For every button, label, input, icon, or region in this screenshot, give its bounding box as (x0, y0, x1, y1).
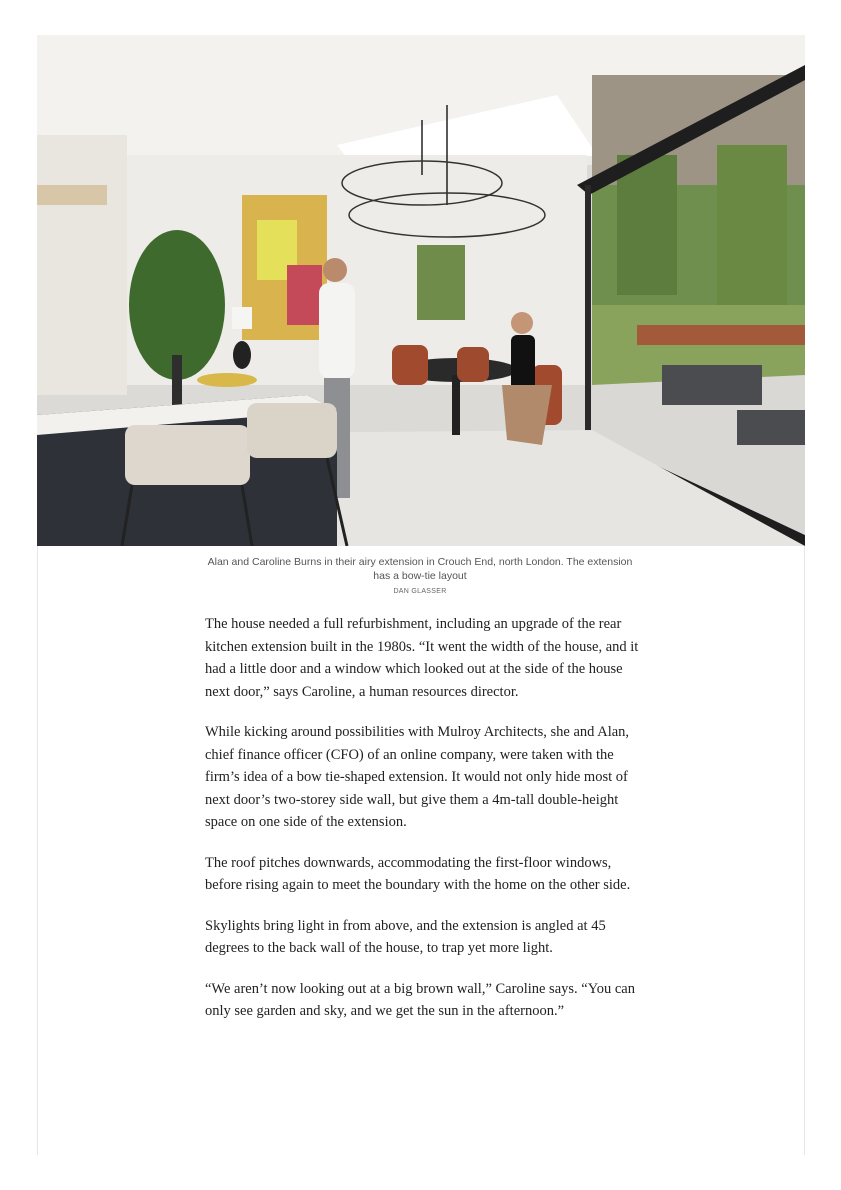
kitchen-extension-photo (37, 35, 805, 546)
article-paragraph: The roof pitches downwards, accommodating the first-floor windows, before rising again to meet the boundary with the home on the other side. (205, 854, 631, 893)
article-paragraph: While kicking around possibilities with Mulroy Architects, she and Alan, chief finance officer (CFO) of an online company, were taken with the firm’s idea of a bow tie-shaped extension. It would not only hide most of next door’s two-storey side wall, but give them a 4m-tall double-height space on one side of the extension. (205, 724, 630, 830)
article-body (205, 613, 645, 1041)
photo-caption: Alan and Caroline Burns in their airy extension in Crouch End, north London. The extension has a bow-tie layout (207, 556, 633, 582)
article-paragraph: Skylights bring light in from above, and the extension is angled at 45 degrees to the back wall of the house, to trap yet more light. (205, 917, 606, 956)
article-paragraph: The house needed a full refurbishment, including an upgrade of the rear kitchen extension built in the 1980s. “It went the width of the house, and it had a little door and a window which looked out at the side of the house next door,” says Caroline, a human resources director. (205, 616, 639, 700)
article-paragraph: “We aren’t now looking out at a big brown wall,” Caroline says. “You can only see garden and sky, and we get the sun in the afternoon.” (205, 980, 635, 1019)
photo-credit: DAN GLASSER (393, 588, 447, 595)
